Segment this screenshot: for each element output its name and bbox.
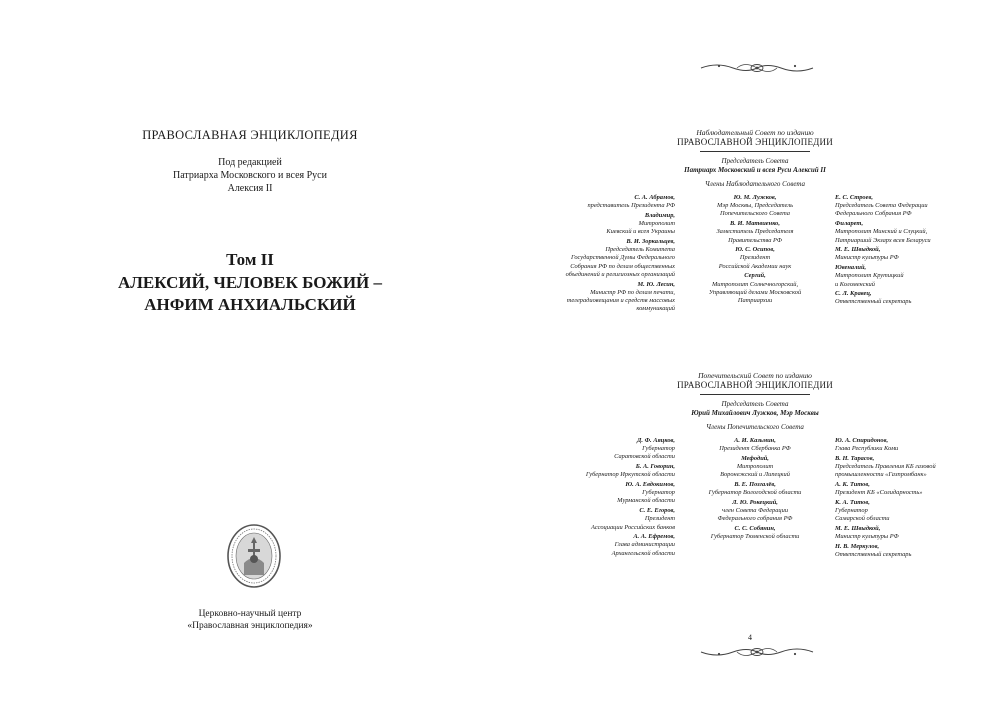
member-entry — [690, 525, 820, 541]
member-role: Председатель Совета Федерации Федерального Собрания РФ — [835, 202, 928, 218]
member-entry — [550, 481, 675, 506]
publisher — [0, 608, 500, 632]
member-role: Глава Республики Коми — [835, 445, 899, 453]
member-column — [550, 437, 675, 559]
member-name: С. А. Абрамов, — [634, 194, 675, 201]
member-entry — [550, 212, 675, 237]
volume-title-line: АНФИМ АНХИАЛЬСКИЙ — [144, 295, 356, 314]
member-name: К. А. Титов, — [835, 498, 870, 506]
member-entry — [835, 264, 960, 289]
member-entry — [835, 290, 960, 306]
member-entry — [550, 463, 675, 479]
member-role: Президент КБ «Солидарность» — [835, 489, 923, 497]
member-role: Ответственный секретарь — [835, 551, 912, 559]
member-column — [835, 194, 960, 308]
member-entry — [690, 194, 820, 219]
council-kicker: Попечительский Совет по изданию — [698, 371, 812, 380]
member-name: А. И. Казьмин, — [734, 437, 776, 444]
member-column — [835, 437, 960, 561]
member-entry — [835, 525, 960, 541]
member-name: Ю. А. Спиридонов, — [835, 437, 889, 444]
member-column — [690, 194, 820, 307]
member-entry — [835, 220, 960, 245]
chair-name: Юрий Михайлович Лужков, Мэр Москвы — [691, 409, 819, 417]
publisher-line: «Православная энциклопедия» — [187, 621, 313, 631]
member-name: Е. С. Строев, — [835, 194, 873, 201]
member-entry — [690, 246, 820, 271]
member-role: Президент Ассоциации Российских банков — [591, 515, 675, 531]
member-role: Губернатор Иркутской области — [585, 471, 675, 479]
member-entry — [835, 437, 960, 453]
church-seal-icon — [226, 523, 282, 589]
member-entry — [835, 194, 960, 219]
member-role: Глава администрации Архангельской области — [611, 541, 675, 557]
member-name: С. Л. Кравец, — [835, 290, 872, 298]
board-of-trustees — [550, 371, 960, 587]
member-name: В. Е. Позгалёв, — [734, 481, 776, 489]
member-entry — [690, 220, 820, 245]
member-entry — [690, 437, 820, 453]
page-number: 4 — [748, 633, 752, 642]
member-role: Митрополит Киевский и всея Украины — [606, 220, 675, 236]
member-entry — [550, 533, 675, 558]
publisher-line: Церковно-научный центр — [198, 609, 302, 619]
member-name: С. С. Собянин, — [734, 525, 776, 533]
observation-council — [550, 128, 960, 334]
member-role: Председатель Комитета Государственной Думы Федерального Собрания РФ по делам общественных объединений и религиозных организаций — [565, 246, 675, 278]
member-column — [690, 437, 820, 543]
editor-block — [0, 156, 500, 195]
member-role: Министр РФ по делам печати, телерадиовещания и средств массовых коммуникаций — [566, 288, 675, 313]
chair-label: Председатель Совета — [721, 400, 789, 408]
members-label: Члены Попечительского Совета — [706, 423, 804, 431]
member-role: Председатель Правления КБ газовой промышленности «Газпромбанк» — [835, 463, 936, 479]
volume-title-line: АЛЕКСИЙ, ЧЕЛОВЕК БОЖИЙ – — [117, 273, 383, 292]
encyclopedia-title: ПРАВОСЛАВНАЯ ЭНЦИКЛОПЕДИЯ — [142, 128, 358, 142]
member-name: Ю. М. Лужков, — [733, 194, 777, 201]
member-role: Митрополит Крутицкий и Коломенский — [835, 272, 904, 288]
member-name: Д. Ф. Аяцков, — [637, 437, 675, 444]
member-column — [550, 194, 675, 315]
member-name: М. Ю. Лесин, — [637, 280, 675, 288]
member-name: М. Е. Швыдкой, — [835, 246, 881, 254]
volume-number: Том II — [226, 250, 274, 269]
member-role: Президент Сбербанка РФ — [719, 445, 791, 453]
member-entry — [550, 437, 675, 462]
volume-title — [0, 272, 500, 316]
member-name: С. Е. Егоров, — [639, 507, 675, 515]
member-name: Филарет, — [835, 220, 864, 228]
member-name: В. И. Зоркальцев, — [626, 238, 675, 246]
member-entry — [690, 499, 820, 524]
ornament-icon — [697, 644, 817, 660]
member-role: Губернатор Тюменской области — [710, 533, 800, 541]
member-entry — [835, 543, 960, 559]
member-name: А. А. Ефремов, — [633, 533, 675, 541]
member-role: Мэр Москвы, Председатель Попечительского Совета — [716, 202, 794, 218]
member-entry — [690, 481, 820, 497]
member-entry — [550, 238, 675, 279]
member-role: Ответственный секретарь — [835, 298, 912, 306]
member-role: Президент Российской Академии наук — [718, 254, 792, 270]
council-heading: ПРАВОСЛАВНОЙ ЭНЦИКЛОПЕДИИ — [677, 380, 833, 390]
member-name: Б. А. Говорин, — [635, 463, 675, 471]
chair-label: Председатель Совета — [721, 157, 789, 165]
right-page — [500, 0, 1000, 707]
members-label: Члены Наблюдательного Совета — [704, 180, 806, 188]
member-entry — [835, 246, 960, 262]
member-entry — [550, 194, 675, 210]
member-entry — [550, 281, 675, 314]
member-name: Сергий, — [744, 272, 766, 280]
member-role: Губернатор Вологодской области — [708, 489, 802, 497]
member-role: Заместитель Председателя Правительства РФ — [716, 228, 794, 244]
member-name: Л. Ю. Рокецкий, — [732, 498, 778, 506]
member-name: В. Н. Тарасов, — [835, 454, 875, 462]
chair-name: Патриарх Московский и всея Руси Алексий II — [684, 166, 826, 174]
editor-line: Патриарха Московского и всея Руси — [173, 170, 327, 181]
member-name: Мефодий, — [741, 454, 769, 462]
editor-line: Под редакцией — [218, 157, 282, 168]
member-role: Министр культуры РФ — [835, 533, 899, 541]
member-entry — [835, 481, 960, 497]
member-columns — [550, 437, 960, 587]
divider — [700, 394, 810, 395]
member-name: Ювеналий, — [835, 264, 867, 272]
member-name: М. Е. Швыдкой, — [835, 525, 881, 533]
member-role: Губернатор Саратовской области — [614, 445, 675, 461]
member-role: Митрополит Воронежский и Липецкий — [720, 463, 790, 479]
member-name: Владимир, — [644, 211, 675, 219]
member-name: Н. В. Меркулов, — [835, 542, 880, 550]
member-entry — [835, 499, 960, 524]
ornament-icon — [697, 60, 817, 76]
member-role: член Совета Федерации Федерального собрания РФ — [717, 507, 793, 523]
member-name: Ю. С. Осипов, — [735, 246, 775, 254]
member-role: Митрополит Минский и Слуцкий, Патриарший Экзарх всея Беларуси — [835, 228, 931, 244]
divider — [700, 151, 810, 152]
member-entry — [690, 455, 820, 480]
council-kicker: Наблюдательный Совет по изданию — [696, 128, 814, 137]
member-role: Губернатор Самарской области — [835, 507, 890, 523]
editor-line: Алексия II — [227, 183, 273, 194]
member-entry — [835, 455, 960, 480]
member-name: Ю. А. Евдокимов, — [625, 481, 675, 489]
member-entry — [550, 507, 675, 532]
member-name: А. К. Титов, — [835, 481, 870, 489]
member-role: Министр культуры РФ — [835, 254, 899, 262]
member-name: В. И. Матвиенко, — [730, 220, 780, 228]
council-heading: ПРАВОСЛАВНОЙ ЭНЦИКЛОПЕДИИ — [677, 137, 833, 147]
member-role: Губернатор Мурманской области — [617, 489, 675, 505]
member-columns — [550, 194, 960, 334]
member-role: представитель Президента РФ — [587, 202, 675, 210]
member-role: Митрополит Солнечногорский, Управляющий делами Московской Патриархии — [708, 280, 802, 304]
member-entry — [690, 272, 820, 305]
